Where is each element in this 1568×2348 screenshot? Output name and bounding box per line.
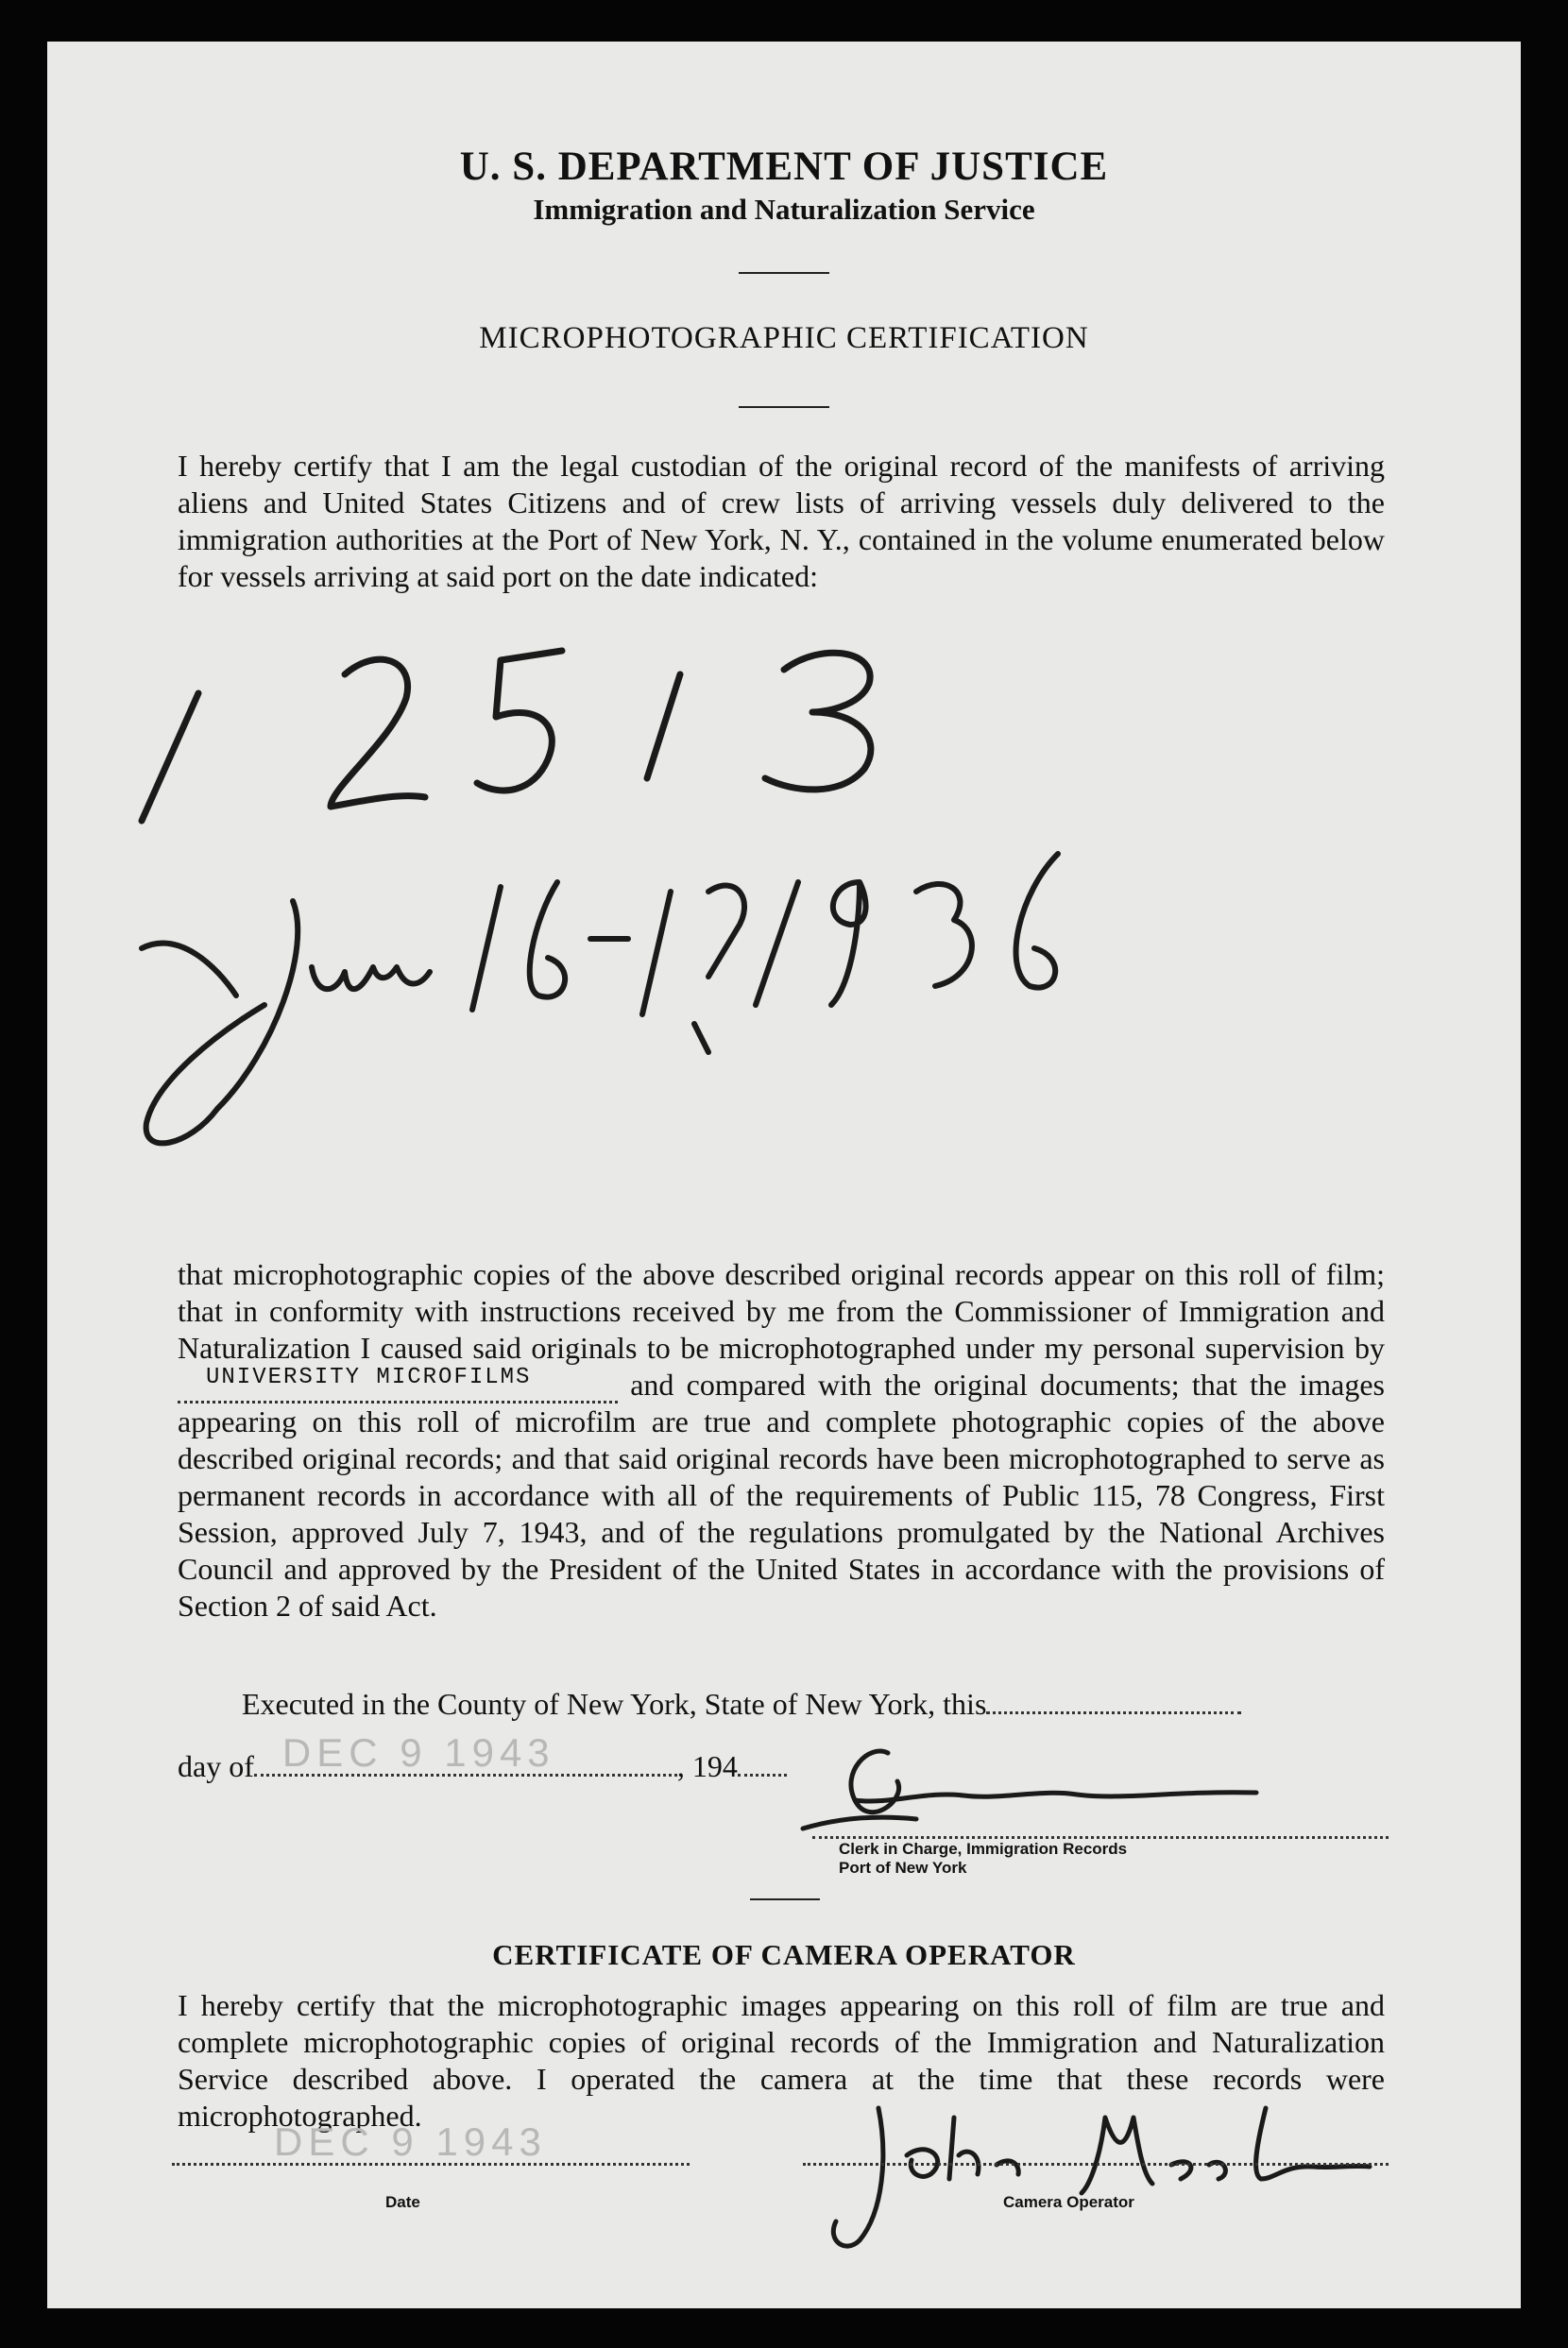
year-prefix: , 194 <box>676 1749 738 1783</box>
handwritten-entry <box>104 608 1464 1213</box>
body-paragraph-end: and compared with the original documents; that the images appearing on this roll of microfilm are true and complete photographic copies of the above described original records; and that said original records have been microphotographed to serve as permanent records in accordance with all of the requirements of Public 115, 78 Congress, First Session, approved July 7, 1943, and of the regulations promulgated by the National Archives Council and approved by the President of the United States in accordance with the provisions of Section 2 of said Act. <box>178 1368 1386 1623</box>
handwritten-dates <box>142 854 1058 1143</box>
day-of-stamp: DEC 9 1943 <box>281 1730 555 1775</box>
body-paragraph <box>178 1256 1385 1625</box>
body-paragraph-start: that microphotographic copies of the above described original records appear on this roll of film; that in conformity with instructions received by me from the Commissioner of Immigration and Naturalization I caused said originals to be microphotographed under my personal supervision by <box>178 1257 1385 1365</box>
department-heading: U. S. DEPARTMENT OF JUSTICE <box>459 145 1109 189</box>
clerk-signature <box>765 1725 1370 1857</box>
day-of-field <box>254 1730 677 1777</box>
supervisor-typed: UNIVERSITY MICROFILMS <box>206 1365 532 1390</box>
supervisor-field <box>178 1365 618 1404</box>
certificate-page <box>47 42 1521 2308</box>
date-label: Date <box>385 2193 420 2211</box>
certification-title: MICROPHOTOGRAPHIC CERTIFICATION <box>479 321 1089 355</box>
intro-paragraph: I hereby certify that I am the legal custodian of the original record of the manifests of arriving aliens and United States Citizens and of crew lists of arriving vessels duly delivered to the immigration authorities at the Port of New York, N. Y., contained in the volume enumerated below for vessels arriving at said port on the date indicated: <box>178 449 1385 593</box>
operator-heading: CERTIFICATE OF CAMERA OPERATOR <box>492 1938 1076 1971</box>
divider <box>739 406 829 408</box>
clerk-title: Clerk in Charge, Immigration Records <box>839 1840 1128 1858</box>
handwritten-volume-number <box>142 651 871 821</box>
date-line <box>172 2153 690 2166</box>
executed-day-field <box>986 1685 1241 1714</box>
divider <box>739 272 829 274</box>
day-of-line <box>178 1730 787 1784</box>
operator-signature-line <box>803 2153 1389 2166</box>
operator-date-stamp: DEC 9 1943 <box>274 2119 547 2164</box>
operator-paragraph: I hereby certify that the microphotographic images appearing on this roll of film are true and complete microphotographic copies of original records of the Immigration and Naturalization Service described above. I operated the camera at the time that these records were microphotographed. <box>178 1988 1385 2133</box>
day-of-label: day of <box>178 1749 254 1783</box>
operator-signature <box>793 2089 1407 2259</box>
service-subheading: Immigration and Naturalization Service <box>533 193 1035 226</box>
clerk-port: Port of New York <box>839 1859 967 1877</box>
operator-label: Camera Operator <box>1003 2193 1134 2211</box>
executed-text: Executed in the County of New York, State of New York, this <box>242 1687 987 1721</box>
divider <box>750 1898 820 1900</box>
executed-line <box>242 1685 1241 1722</box>
